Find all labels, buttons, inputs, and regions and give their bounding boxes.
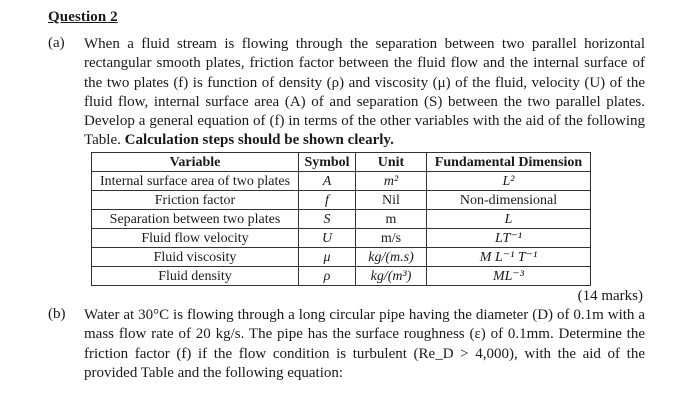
cell-variable: Friction factor [92, 191, 299, 210]
table-header-row [92, 153, 591, 172]
cell-symbol: S [299, 210, 356, 229]
table-row [92, 172, 591, 191]
table-row [92, 248, 591, 267]
table-row [92, 267, 591, 286]
cell-symbol: f [299, 191, 356, 210]
cell-symbol: A [299, 172, 356, 191]
cell-dimension: ML⁻³ [427, 267, 591, 286]
header-unit: Unit [356, 153, 427, 172]
part-b-label: (b) [48, 306, 66, 322]
cell-dimension: L² [427, 172, 591, 191]
part-a-label: (a) [48, 35, 65, 51]
cell-unit: m/s [356, 229, 427, 248]
cell-symbol: μ [299, 248, 356, 267]
variables-table [91, 152, 591, 286]
table-row [92, 191, 591, 210]
cell-variable: Fluid density [92, 267, 299, 286]
cell-dimension: LT⁻¹ [427, 229, 591, 248]
header-dimension: Fundamental Dimension [427, 153, 591, 172]
header-symbol: Symbol [299, 153, 356, 172]
cell-symbol: ρ [299, 267, 356, 286]
cell-variable: Fluid viscosity [92, 248, 299, 267]
cell-dimension: M L⁻¹ T⁻¹ [427, 248, 591, 267]
part-a-emphasis: Calculation steps should be shown clearly. [124, 132, 394, 149]
cell-unit: kg/(m.s) [356, 248, 427, 267]
part-a-body: When a fluid stream is flowing through the separation between two parallel horizontal rectangular smooth plates, friction factor between the fluid flow and the internal surface of the two plates (f) is function of density (ρ) and viscosity (μ) of the fluid, velocity (U) of the fluid flow, internal surface area (A) of and separation (S) between the two parallel plates. Develop a general equation of (f) in terms of the other variables with the aid of the following Table. [84, 36, 645, 149]
part-a-text [84, 35, 645, 151]
marks-label: (14 marks) [577, 288, 643, 304]
table-row [92, 229, 591, 248]
header-variable: Variable [92, 153, 299, 172]
cell-unit: Nil [356, 191, 427, 210]
cell-unit: m [356, 210, 427, 229]
cell-symbol: U [299, 229, 356, 248]
cell-variable: Internal surface area of two plates [92, 172, 299, 191]
cell-variable: Fluid flow velocity [92, 229, 299, 248]
question-title: Question 2 [48, 9, 118, 25]
table-row [92, 210, 591, 229]
cell-variable: Separation between two plates [92, 210, 299, 229]
cell-dimension: Non-dimensional [427, 191, 591, 210]
cell-unit: kg/(m³) [356, 267, 427, 286]
part-b-text: Water at 30°C is flowing through a long circular pipe having the diameter (D) of 0.1m with a mass flow rate of 20 kg/s. The pipe has the surface roughness (ε) of 0.1mm. Determine the friction factor (f) if the flow condition is turbulent (Re_D > 4,000), with the aid of the provided Table and the following equation: [84, 307, 645, 381]
cell-unit: m² [356, 172, 427, 191]
cell-dimension: L [427, 210, 591, 229]
